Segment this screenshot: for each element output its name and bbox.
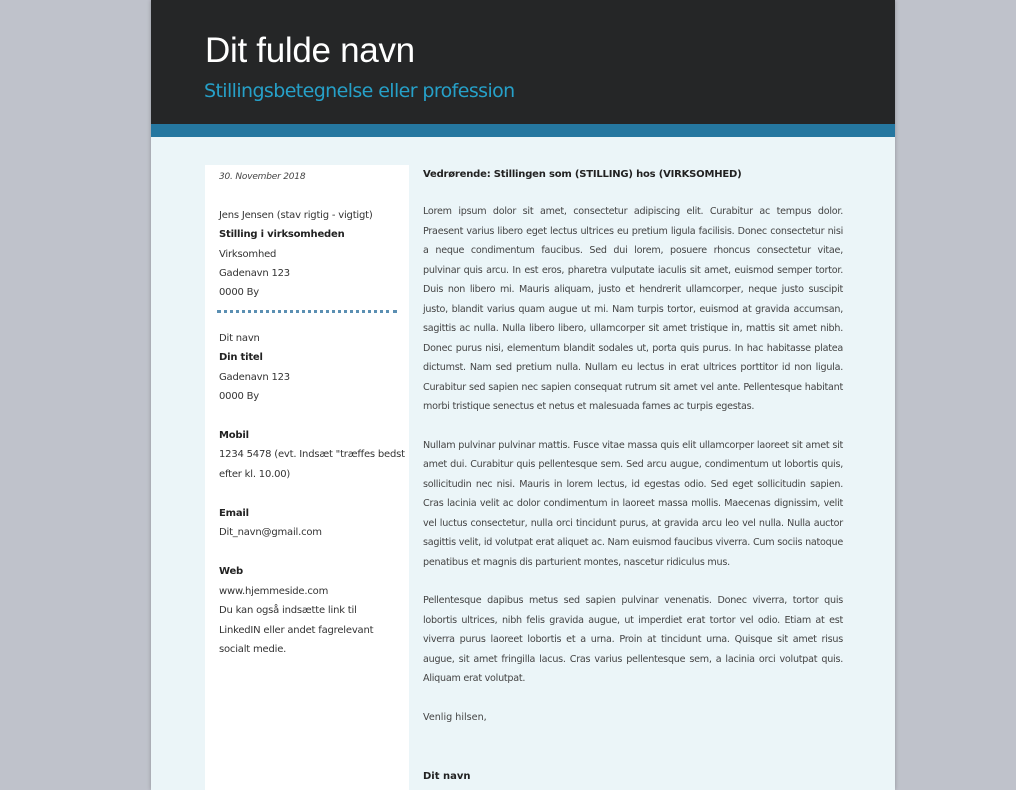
sender-title[interactable]: Din titel [219,352,263,363]
recipient-street[interactable]: Gadenavn 123 [219,268,290,279]
letter-body [423,167,843,727]
web-value-line1[interactable]: www.hjemmeside.com [219,586,329,597]
letter-paragraph-1[interactable]: Lorem ipsum dolor sit amet, consectetur adipiscing elit. Curabitur ac tempus dolor. Praesent varius libero eget lectus ultrices eu pretium ligula facilisis. Donec consectetur nisi a neque condimentum faucibus. Sed dui lorem, posuere rhoncus consectetur vitae, pulvinar quis arcu. In est eros, pharetra vulputate iaculis sit amet, euismod semper tortor. Duis non libero mi. Mauris aliquam, justo et hendrerit ullamcorper, neque justo suscipit justo, blandit varius quam augue ut mi. Nam turpis tortor, euismod at gravida accumsan, sagittis ac nulla. Nulla libero libero, ullamcorper sit amet tristique in, mattis sit amet nibh. Donec purus nisi, elementum blandit sodales ut, porta quis purus. In hac habitasse platea dictumst. Nam sed pretium nulla. Nullam eu lectus in erat ultrices porttitor id non ligula. Curabitur sed sapien nec sapien consequat rutrum sit amet vel ante. Pellentesque habitant morbi tristique senectus et netus et malesuada fames ac turpis egestas. [423,206,843,412]
email-label: Email [219,508,249,519]
letter-greeting[interactable]: Venlig hilsen, [423,711,487,723]
full-name-heading[interactable]: Dit fulde navn [205,31,415,70]
recipient-contact[interactable]: Jens Jensen (stav rigtig - vigtigt) [219,210,373,221]
email-value[interactable]: Dit_navn@gmail.com [219,527,322,538]
web-value-line2[interactable]: Du kan også indsætte link til [219,605,357,616]
web-value-line4[interactable]: socialt medie. [219,644,287,655]
letter-date[interactable]: 30. November 2018 [219,172,306,182]
document-page [151,0,895,790]
recipient-company[interactable]: Virksomhed [219,249,277,260]
web-label: Web [219,566,244,577]
sender-name[interactable]: Dit navn [219,333,260,344]
sender-city[interactable]: 0000 By [219,391,260,402]
mobile-label: Mobil [219,430,249,441]
letter-signature[interactable]: Dit navn [423,771,471,782]
resume-header [151,0,895,124]
profession-subtitle[interactable]: Stillingsbetegnelse eller profession [204,80,515,102]
sidebar-column [205,165,409,790]
mobile-value-line2[interactable]: efter kl. 10.00) [219,469,291,480]
recipient-position[interactable]: Stilling i virksomheden [219,229,345,240]
dotted-divider [217,310,397,313]
letter-subject[interactable]: Vedrørende: Stillingen som (STILLING) hos (VIRKSOMHED) [423,169,742,180]
sender-street[interactable]: Gadenavn 123 [219,372,290,383]
mobile-value-line1[interactable]: 1234 5478 (evt. Indsæt "træffes bedst [219,449,405,460]
accent-band [151,124,895,137]
letter-paragraph-3[interactable]: Pellentesque dapibus metus sed sapien pulvinar venenatis. Donec viverra, tortor quis lobortis ultrices, nibh felis gravida augue, ut imperdiet erat tortor vel odio. Etiam at est viverra purus laoreet lobortis et a urna. Proin at tincidunt urna. Quisque sit amet risus augue, sit amet fringilla lacus. Cras varius pellentesque sem, a lacinia orci volutpat quis. Aliquam erat volutpat. [423,595,843,684]
recipient-city[interactable]: 0000 By [219,287,260,298]
web-value-line3[interactable]: LinkedIN eller andet fagrelevant [219,625,374,636]
letter-paragraph-2[interactable]: Nullam pulvinar pulvinar mattis. Fusce vitae massa quis elit ullamcorper laoreet sit amet sit amet dui. Curabitur quis pellentesque sem. Sed arcu augue, condimentum ut lobortis quis, sollicitudin nec nisi. Mauris in lorem lectus, id egestas odio. Sed eget sollicitudin sapien. Cras lacinia velit ac dolor condimentum in laoreet massa mollis. Maecenas dignissim, velit vel luctus consectetur, nulla orci tincidunt purus, at gravida arcu leo vel nulla. Nulla auctor sagittis velit, id volutpat erat aliquet ac. Nam euismod faucibus viverra. Cum sociis natoque penatibus et magnis dis parturient montes, nascetur ridiculus mus. [423,439,843,568]
